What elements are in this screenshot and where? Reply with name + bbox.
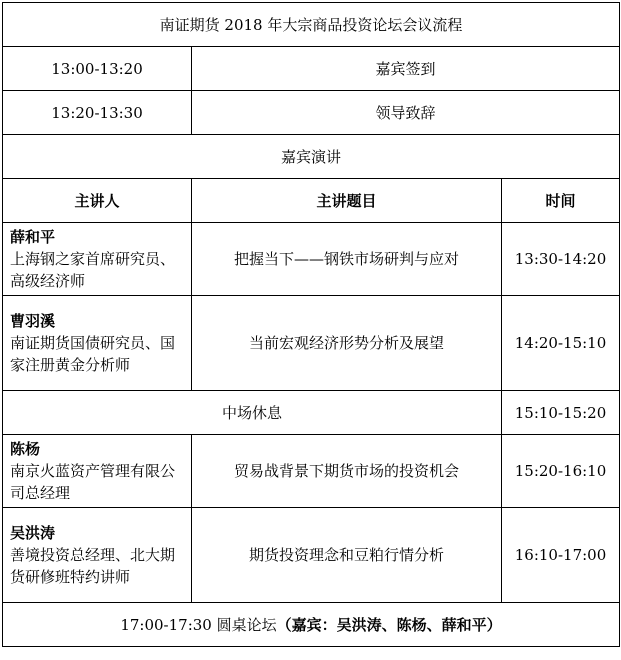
agenda-title: 南证期货 2018 年大宗商品投资论坛会议流程 [3,3,620,47]
speaker-affiliation: 南证期货国债研究员、国家注册黄金分析师 [10,334,176,374]
header-topic: 主讲题目 [192,179,502,223]
opening-time: 13:20-13:30 [3,91,192,135]
opening-row [3,91,620,135]
talk-row [3,435,620,508]
opening-item: 嘉宾签到 [192,47,620,91]
agenda-table [2,2,620,647]
roundtable-time: 17:00-17:30 [120,615,212,634]
talk-time: 15:20-16:10 [502,435,620,508]
roundtable-guests: （嘉宾：吴洪涛、陈杨、薛和平） [276,615,502,634]
speaker-name: 陈杨 [10,440,41,458]
speaker-name: 曹羽溪 [10,312,56,330]
opening-item: 领导致辞 [192,91,620,135]
talk-topic: 当前宏观经济形势分析及展望 [192,296,502,391]
header-speaker: 主讲人 [3,179,192,223]
break-row [3,391,620,435]
speaker-affiliation: 南京火蓝资产管理有限公司总经理 [10,462,176,502]
talk-row [3,508,620,603]
section-title: 嘉宾演讲 [3,135,620,179]
roundtable-row [3,603,620,647]
talk-topic: 贸易战背景下期货市场的投资机会 [192,435,502,508]
talk-topic: 把握当下——钢铁市场研判与应对 [192,223,502,296]
opening-row [3,47,620,91]
talk-time: 16:10-17:00 [502,508,620,603]
speaker-affiliation: 善境投资总经理、北大期货研修班特约讲师 [10,546,176,586]
talk-topic: 期货投资理念和豆粕行情分析 [192,508,502,603]
speaker-name: 薛和平 [10,228,56,246]
header-row [3,179,620,223]
speaker-cell [3,296,192,391]
talk-row [3,223,620,296]
talk-time: 13:30-14:20 [502,223,620,296]
break-time: 15:10-15:20 [502,391,620,435]
speaker-name: 吴洪涛 [10,524,56,542]
talk-time: 14:20-15:10 [502,296,620,391]
talk-row [3,296,620,391]
title-row [3,3,620,47]
roundtable-cell [3,603,620,647]
speaker-affiliation: 上海钢之家首席研究员、高级经济师 [10,250,176,290]
opening-time: 13:00-13:20 [3,47,192,91]
roundtable-label: 圆桌论坛 [216,615,277,634]
break-label: 中场休息 [3,391,502,435]
speaker-cell [3,435,192,508]
section-row [3,135,620,179]
speaker-cell [3,508,192,603]
header-time: 时间 [502,179,620,223]
speaker-cell [3,223,192,296]
